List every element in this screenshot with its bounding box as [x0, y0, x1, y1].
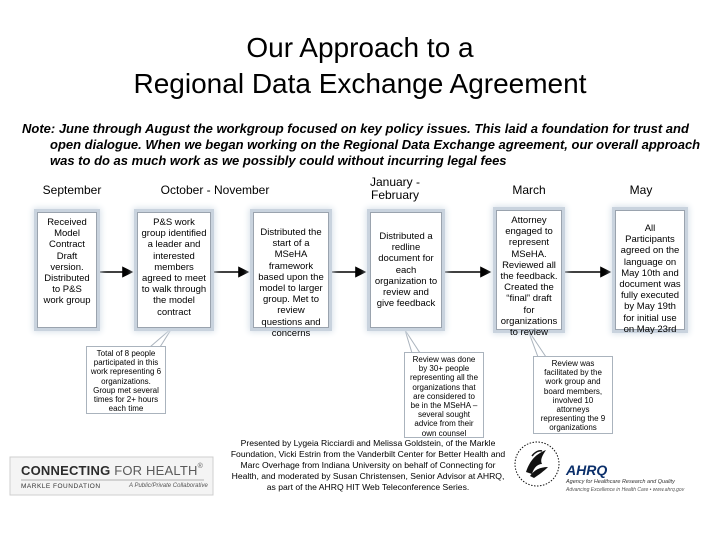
connecting-for-health-logo — [9, 456, 214, 496]
step-box-september: Received Model Contract Draft version. Distributed to P&S work group — [37, 212, 97, 328]
ahrq-logo-tagline: Advancing Excellence in Health Care • www.ahrq.gov — [566, 487, 685, 493]
phase-may: May — [629, 183, 653, 197]
cfh-logo-subtitle: MARKLE FOUNDATION — [21, 483, 101, 490]
callout-review: Review was done by 30+ people representing all the organizations that are considered to be in the MSeHA – several sought advice from their own counsel — [404, 352, 484, 438]
phase-september: September — [42, 183, 102, 197]
callout-participants: Total of 8 people participated in this work representing 6 organizations. Group met several times for 2+ hours each time — [86, 346, 166, 414]
title-line-2: Regional Data Exchange Agreement — [133, 68, 587, 99]
step-box-march: Attorney engaged to represent MSeHA. Reviewed all the feedback. Created the “final” draft for organizations to review — [496, 210, 562, 330]
callout-pointer-1 — [150, 328, 172, 347]
phase-march: March — [512, 183, 546, 197]
ahrq-logo-subtitle: Agency for Healthcare Research and Quality — [566, 479, 675, 485]
note-text: Note: June through August the workgroup focused on key policy issues. This laid a foundation for trust and open dialogue. When we began working on the Regional Data Exchange agreement, our overall approach was to do as much work as we possibly could without incurring legal fees — [22, 121, 701, 168]
callout-facilitated: Review was facilitated by the work group and board members, involved 10 attorneys representing the 9 organizations — [533, 356, 613, 434]
presenter-credit: Presented by Lygeia Ricciardi and Melissa Goldstein, of the Markle Foundation, Vicki Estrin from the Vanderbilt Center for Better Health and Marc Overhage from Indiana University on behalf of Connecting for Health, and moderated by Susan Christensen, Senior Advisor at AHRQ, as part of the AHRQ HIT Web Teleconference Series. — [230, 438, 506, 492]
callout-pointer-2 — [405, 330, 420, 353]
step-box-jan-feb: Distributed a redline document for each organization to review and give feedback — [370, 212, 442, 328]
step-box-may: All Participants agreed on the language on May 10th and document was fully executed by May 19th for initial use on May 23rd — [615, 210, 685, 330]
step-box-oct-nov-2: Distributed the start of a MSeHA framework based upon the model to larger group. Met to review questions and concerns — [253, 212, 329, 328]
phase-january-february: January - February — [369, 175, 421, 202]
step-box-oct-nov-1: P&S work group identified a leader and interested members agreed to meet to walk through the model contract — [137, 212, 211, 328]
hhs-eagle-emblem-icon — [512, 434, 562, 494]
cfh-logo-tagline: A Public/Private Collaborative — [129, 483, 208, 489]
ahrq-logo: AHRQ — [566, 462, 608, 478]
phase-october-november: October - November — [160, 183, 270, 197]
cfh-logo-word-a: CONNECTING — [21, 463, 115, 478]
cfh-logo-wordmark — [21, 463, 203, 478]
cfh-logo-tm: ® — [197, 463, 203, 470]
cfh-logo-word-b: FOR HEALTH — [114, 463, 198, 478]
title-line-1: Our Approach to a — [246, 32, 474, 63]
